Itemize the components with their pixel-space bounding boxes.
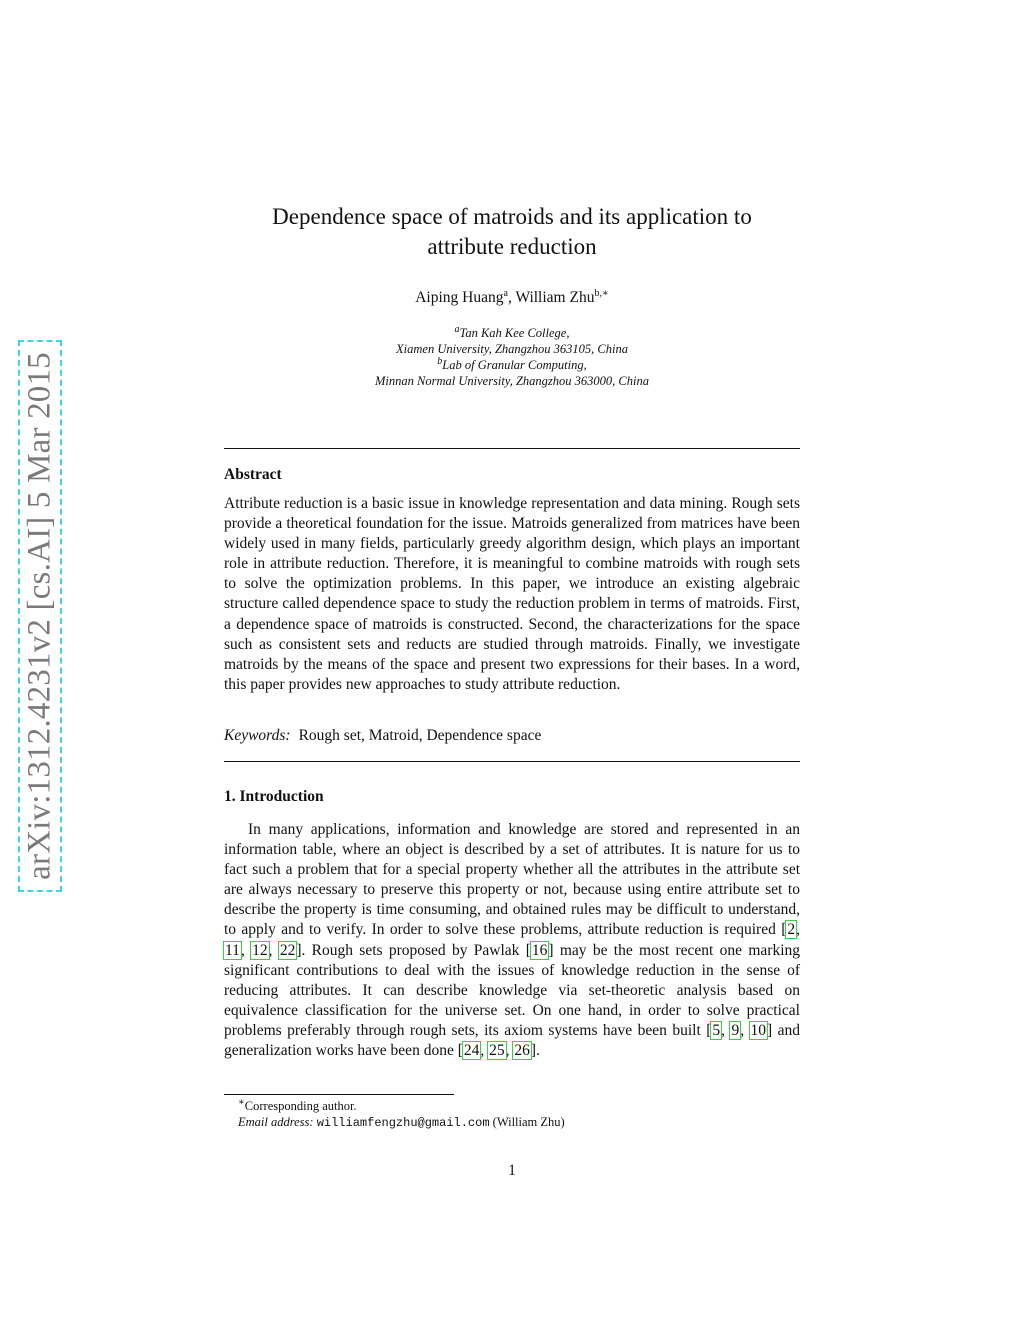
intro-text: ]. Rough sets proposed by Pawlak [ [296,941,531,959]
keywords-text: Rough set, Matroid, Dependence space [298,727,542,744]
affiliation-marker: b,∗ [594,287,609,299]
footnote-corresponding-text: Corresponding author. [244,1099,357,1113]
citation-link[interactable]: 12 [252,941,268,959]
affiliation-b-line-2: Minnan Normal University, Zhangzhou 363000, China [375,374,649,388]
email-label: Email address: [238,1115,314,1129]
paper-title [160,202,864,262]
affiliation-a-line-1 [224,325,800,341]
keywords-label: Keywords: [224,727,291,744]
citation-link[interactable]: 2 [787,921,796,939]
intro-text: In many applications, information and knowledge are stored and represented in an information table, where an object is described by a set of attributes. It is nature for us to fact such a problem that for a special property whether all the attributes in the attribute set are always necessary to preserve this property or not, because using entire attribute set to describe the property is time consuming, and obtained rules may be difficult to understand, to apply and to verify. In order to solve these problems, attribute reduction is required [ [224,821,800,939]
citation-link[interactable]: 11 [225,941,240,959]
citation-link[interactable]: 9 [731,1021,740,1039]
footnote-rule [224,1094,454,1095]
introduction-paragraph [224,820,800,1061]
citation-separator: , [796,921,800,939]
title-line-1: Dependence space of matroids and its application to [272,204,752,229]
arxiv-stamp[interactable] [18,340,62,892]
abstract-heading: Abstract [224,466,282,483]
affiliation-marker: a [454,323,460,335]
abstract-text: Attribute reduction is a basic issue in knowledge representation and data mining. Rough sets provide a theoretical foundation for the issue. Matroids generalized from matrices have been widely used in many fields, particularly greedy algorithm design, which plays an important role in attribute reduction. Therefore, it is meaningful to combine matroids with rough sets to solve the optimization problems. In this paper, we introduce an existing algebraic structure called dependence space to study the reduction problem in terms of matroids. First, a dependence space of matroids is constructed. Second, the characterizations for the space such as consistent sets and reducts are studied through matroids. Finally, we investigate matroids by the means of the space and present two expressions for their bases. In a word, this paper provides new approaches to study attribute reduction. [224,495,800,693]
affiliation-marker: a [503,287,508,299]
arxiv-identifier[interactable]: arXiv:1312.4231v2 [cs.AI] 5 Mar 2015 [21,352,58,880]
citation-link[interactable]: 25 [489,1042,505,1060]
author-list [224,289,800,307]
citation-link[interactable]: 22 [279,941,296,959]
affiliation-text: Tan Kah Kee College, [459,326,570,340]
citation-link[interactable]: 5 [712,1021,721,1039]
citation-separator: , [721,1021,731,1039]
affiliation-a-line-2: Xiamen University, Zhangzhou 363105, China [396,342,628,356]
section-heading-introduction: 1. Introduction [224,788,324,805]
intro-text: ] may be the most recent one marking significant contributions to deal with the issues of knowledge reduction in the sense of reducing attributes. It can describe knowledge via set-theoretic analysis based on equivalence classification for the universe set. On one hand, in order to solve practical problems preferably through rough sets, its axiom systems have been built [ [224,941,801,1039]
citation-link[interactable]: 26 [514,1042,530,1060]
affiliation-text: Lab of Granular Computing, [442,358,587,372]
affiliation-marker: b [437,355,443,367]
abstract-top-rule [224,448,800,449]
citation-link[interactable]: 24 [463,1042,480,1060]
title-line-2: attribute reduction [427,234,597,259]
citation-separator: , [240,941,252,959]
email-owner: (William Zhu) [492,1115,565,1129]
author-name: William Zhu [515,289,595,306]
citation-separator: , [505,1042,514,1060]
abstract-bottom-rule [224,761,800,762]
footnote-marker: ∗ [238,1096,245,1108]
citation-link[interactable]: 10 [750,1021,767,1039]
affiliations [224,325,800,389]
footnote-corresponding [238,1098,800,1114]
email-address[interactable]: williamfengzhu@gmail.com [316,1116,490,1130]
page-number: 1 [508,1162,516,1179]
footnote [224,1098,800,1131]
affiliation-b-line-1 [224,357,800,373]
author-separator: , [507,289,516,306]
keywords [224,727,800,745]
intro-text: ] and generalization works have been done [ [224,1021,801,1060]
author-name: Aiping Huang [415,289,504,306]
intro-text: ]. [530,1042,540,1060]
citation-link[interactable]: 16 [531,941,548,959]
footnote-email-line [238,1114,800,1131]
citation-separator: , [740,1021,750,1039]
citation-separator: , [268,941,279,959]
citation-separator: , [480,1042,489,1060]
